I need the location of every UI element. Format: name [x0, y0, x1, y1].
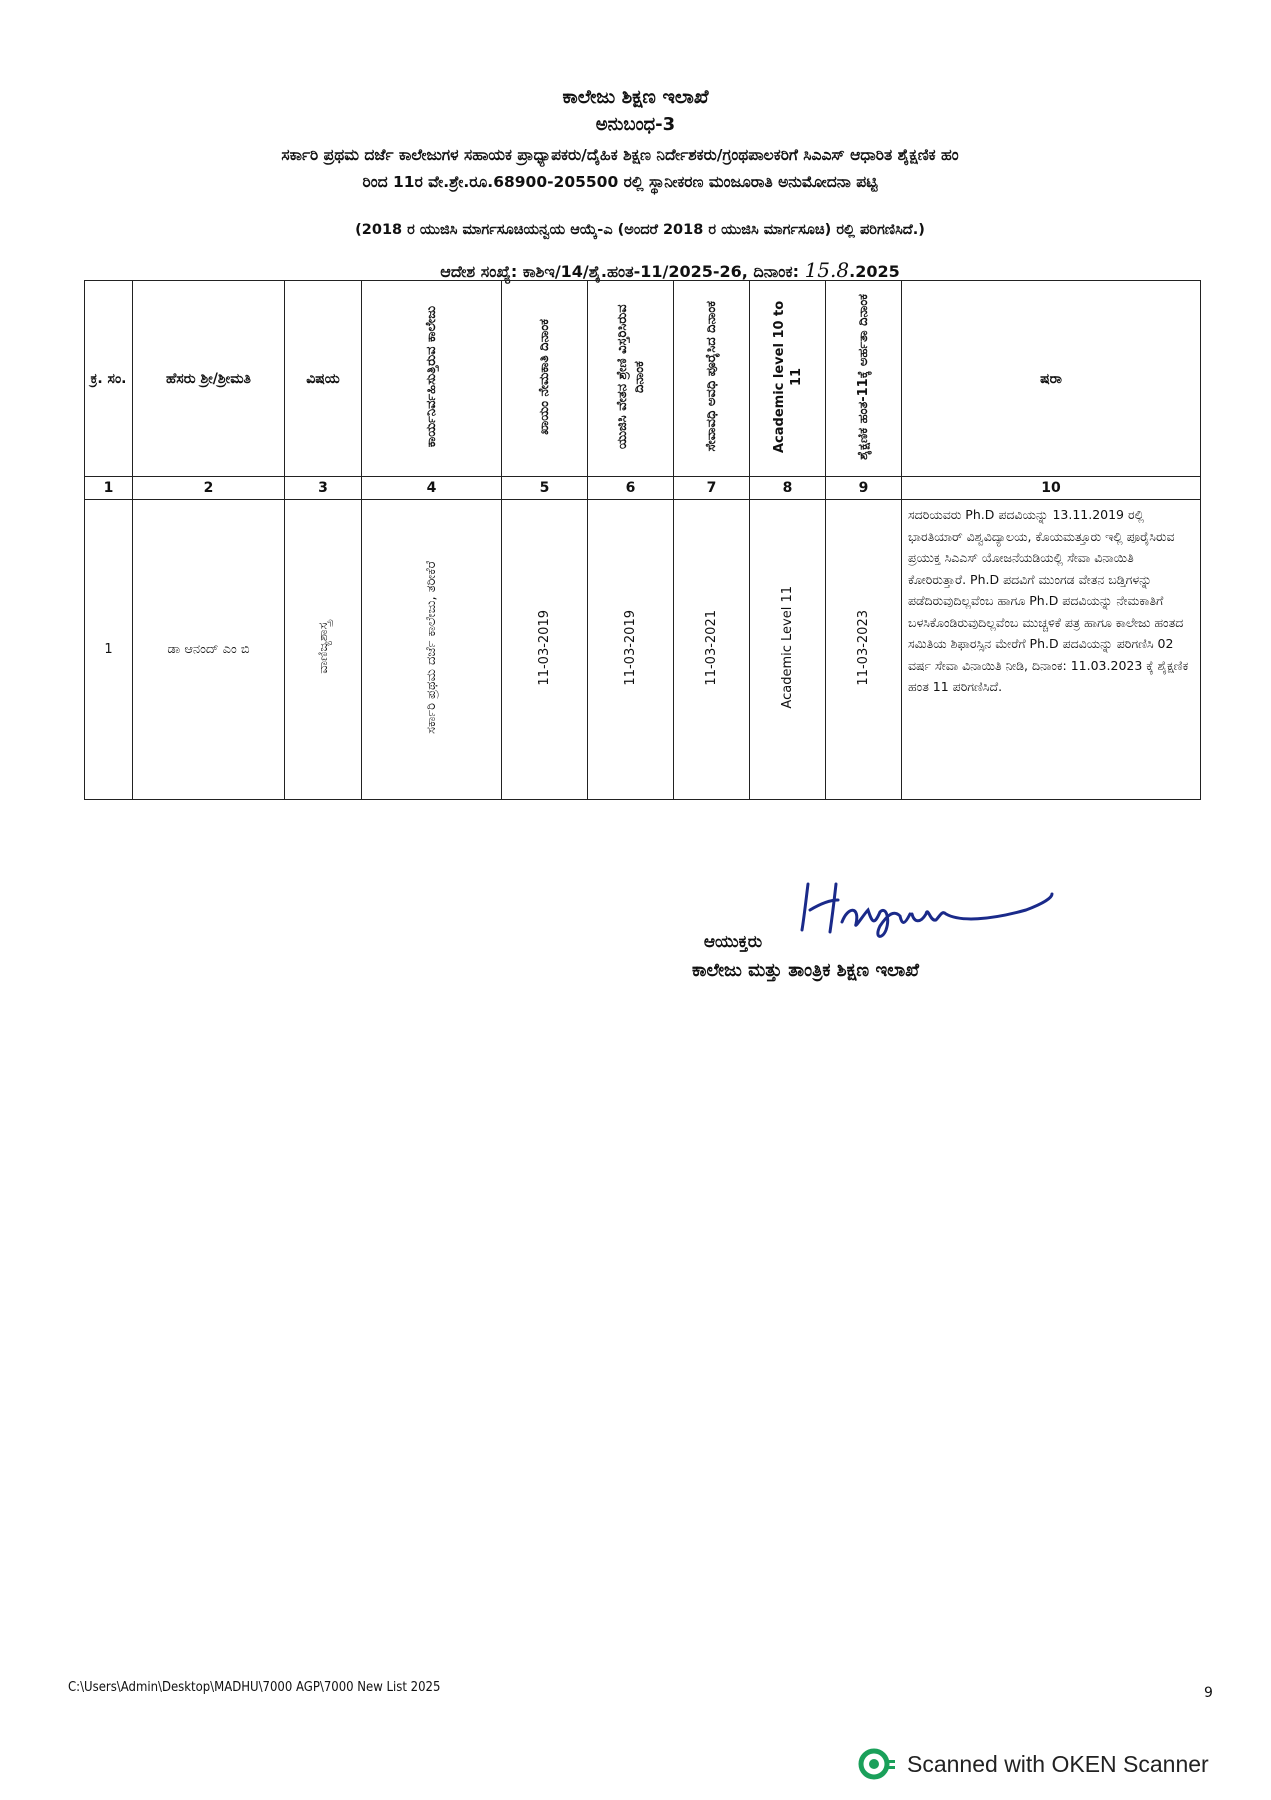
- file-path: C:\Users\Admin\Desktop\MADHU\7000 AGP\7000 New List 2025: [68, 1680, 441, 1695]
- cell-subject: ವಾಣಿಜ್ಯಶಾಸ್ತ್ರ: [285, 500, 362, 800]
- annexure-title: ಅನುಬಂಧ-3: [595, 114, 676, 135]
- column-number: 8: [750, 477, 826, 500]
- order-year: .2025: [849, 262, 900, 281]
- col-header-college: ಕಾರ್ಯನಿರ್ವಹಿಸುತ್ತಿರುವ ಕಾಲೇಜು: [362, 281, 502, 477]
- column-number-row: [85, 477, 1201, 500]
- col-header-subject: ವಿಷಯ: [285, 281, 362, 477]
- approval-table: [84, 280, 1201, 800]
- column-number: 2: [133, 477, 285, 500]
- col-header-ugc-scale: ಯುಜಿಸಿ ವೇತನ ಶ್ರೇಣಿ ವಿಸ್ತರಿಸಿರುವ ದಿನಾಂಕ: [588, 281, 674, 477]
- order-number-line: [110, 258, 1230, 282]
- col-header-eligibility: ಶೈಕ್ಷಣಿಕ ಹಂತ-11ಕ್ಕೆ ಅರ್ಹತಾ ದಿನಾಂಕ: [826, 281, 902, 477]
- scanner-label: Scanned with OKEN Scanner: [907, 1750, 1209, 1777]
- order-date-handwritten: 15.8: [804, 258, 850, 282]
- column-number: 7: [674, 477, 750, 500]
- cell-college: ಸರ್ಕಾರಿ ಪ್ರಥಮ ದರ್ಜೆ ಕಾಲೇಜು, ತರೀಕೆರೆ: [362, 500, 502, 800]
- cell-sl: 1: [85, 500, 133, 800]
- column-number: 1: [85, 477, 133, 500]
- column-number: 3: [285, 477, 362, 500]
- cell-name: ಡಾ ಆನಂದ್ ಎಂ ಬಿ: [133, 500, 285, 800]
- column-number: 5: [502, 477, 588, 500]
- column-number: 10: [902, 477, 1201, 500]
- subject-line-1: ಸರ್ಕಾರಿ ಪ್ರಥಮ ದರ್ಜೆ ಕಾಲೇಜುಗಳ ಸಹಾಯಕ ಪ್ರಾಧ್ಯಾಪಕರು/ದೈಹಿಕ ಶಿಕ್ಷಣ ನಿರ್ದೇಶಕರು/ಗ್ರಂಥಪಾಲಕರಿಗೆ ಸಿಎಎಸ್ ಆಧಾರಿತ ಶೈಕ್ಷಣಿಕ ಹಂ: [281, 146, 959, 164]
- cell-service-completion-date: 11-03-2021: [674, 500, 750, 800]
- cell-appointment-date: 11-03-2019: [502, 500, 588, 800]
- column-number: 9: [826, 477, 902, 500]
- scanner-logo-icon: [857, 1746, 897, 1782]
- col-header-service-completion: ಸೇವಾವಧಿ ಅವಧಿ ಪೂರೈಸಿದ ದಿನಾಂಕ: [674, 281, 750, 477]
- col-header-academic-level: Academic level 10 to 11: [750, 281, 826, 477]
- cell-eligibility-date: 11-03-2023: [826, 500, 902, 800]
- cell-academic-level: Academic Level 11: [750, 500, 826, 800]
- column-number: 6: [588, 477, 674, 500]
- table-header-row: [85, 281, 1201, 477]
- page-number: 9: [1204, 1685, 1213, 1701]
- col-header-appointment: ಖಾಯಂ ನೇಮಕಾತಿ ದಿನಾಂಕ: [502, 281, 588, 477]
- col-header-remarks: ಷರಾ: [902, 281, 1201, 477]
- document-subject: [60, 142, 1180, 196]
- signatory-department: ಕಾಲೇಜು ಮತ್ತು ತಾಂತ್ರಿಕ ಶಿಕ್ಷಣ ಇಲಾಖೆ: [691, 960, 919, 981]
- cell-ugc-scale-date: 11-03-2019: [588, 500, 674, 800]
- column-number: 4: [362, 477, 502, 500]
- subject-note: (2018 ರ ಯುಜಿಸಿ ಮಾರ್ಗಸೂಚಿಯನ್ವಯ ಆಯ್ಕೆ-ಎ (ಅಂದರೆ 2018 ರ ಯುಜಿಸಿ ಮಾರ್ಗಸೂಚಿ) ರಲ್ಲಿ ಪರಿಗಣಿಸಿದೆ.): [355, 222, 925, 238]
- scanner-watermark: [857, 1746, 1209, 1782]
- order-number: ಆದೇಶ ಸಂಖ್ಯೆ: ಕಾಶಿಇ/14/ಶೈ.ಹಂತ-11/2025-26, ದಿನಾಂಕ:: [440, 262, 799, 281]
- department-title: ಕಾಲೇಜು ಶಿಕ್ಷಣ ಇಲಾಖೆ: [562, 86, 709, 108]
- col-header-sl: ಕ್ರ. ಸಂ.: [85, 281, 133, 477]
- table-row: [85, 500, 1201, 800]
- subject-line-2: ರಿಂದ 11ರ ವೇ.ಶ್ರೇ.ರೂ.68900-205500 ರಲ್ಲಿ ಸ್ಥಾನೀಕರಣ ಮಂಜೂರಾತಿ ಅನುಮೋದನಾ ಪಟ್ಟಿ: [362, 173, 878, 191]
- col-header-name: ಹೆಸರು ಶ್ರೀ/ಶ್ರೀಮತಿ: [133, 281, 285, 477]
- cell-remarks: ಸದರಿಯವರು Ph.D ಪದವಿಯನ್ನು 13.11.2019 ರಲ್ಲಿ ಭಾರತಿಯಾರ್ ವಿಶ್ವವಿದ್ಯಾಲಯ, ಕೊಯಮತ್ತೂರು ಇಲ್ಲಿ ಪೂರೈಸಿರುವ ಪ್ರಯುಕ್ತ ಸಿಎಎಸ್ ಯೋಜನೆಯಡಿಯಲ್ಲಿ ಸೇವಾ ವಿನಾಯಿತಿ ಕೋರಿರುತ್ತಾರೆ. Ph.D ಪದವಿಗೆ ಮುಂಗಡ ವೇತನ ಬಡ್ತಿಗಳನ್ನು ಪಡೆದಿರುವುದಿಲ್ಲವೆಂಬ ಹಾಗೂ Ph.D ಪದವಿಯನ್ನು ನೇಮಕಾತಿಗೆ ಬಳಸಿಕೊಂಡಿರುವುದಿಲ್ಲವೆಂಬ ಮುಚ್ಚಳಿಕೆ ಪತ್ರ ಹಾಗೂ ಕಾಲೇಜು ಹಂತದ ಸಮಿತಿಯ ಶಿಫಾರಸ್ಸಿನ ಮೇರೆಗೆ Ph.D ಪದವಿಯನ್ನು ಪರಿಗಣಿಸಿ 02 ವರ್ಷ ಸೇವಾ ವಿನಾಯಿತಿ ನೀಡಿ, ದಿನಾಂಕ: 11.03.2023 ಕ್ಕೆ ಶೈಕ್ಷಣಿಕ ಹಂತ 11 ಪರಿಗಣಿಸಿದೆ.: [902, 500, 1201, 800]
- signatory-title: ಆಯುಕ್ತರು: [703, 932, 763, 952]
